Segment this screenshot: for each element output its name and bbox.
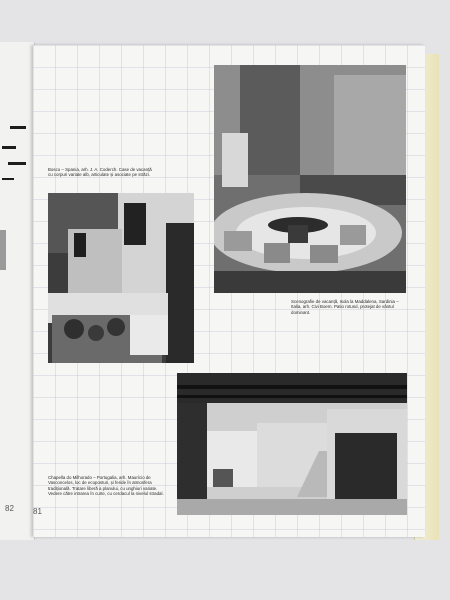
right-page (33, 45, 425, 537)
margin-mark (8, 162, 26, 165)
caption-houses: Bosco – Spania, arh. J. A. Coderch. Case de vacanță cu corpuri variate alb, articulate și asociate pe străzi. (48, 167, 152, 178)
margin-mark (10, 126, 26, 129)
margin-mark (0, 230, 6, 270)
houses-photo (48, 193, 194, 363)
patio-photo (214, 65, 406, 293)
right-page-number: 81 (33, 507, 42, 516)
caption-patio: Scenografie de vacanță, Isola la Maddalena, Sardinia – Italia, arh. Civi Boem. Patio rotund, protejat de vântul dominant. (291, 299, 399, 315)
margin-mark (2, 146, 16, 149)
left-page-number: 82 (5, 504, 14, 513)
caption-courtyard: Chapella do Milhorado – Portugalia, arh. Maurício de Vasconcelos, loc de ecoposturi, și feride în atmosfera tradițională. Tratare liberă a planului, cu unghiuri variate. Vedere către intrarea în curte, cu cerdacul la nivelul stradal. (48, 475, 164, 497)
left-page (0, 42, 35, 540)
margin-mark (2, 178, 14, 180)
courtyard-photo (177, 373, 407, 515)
